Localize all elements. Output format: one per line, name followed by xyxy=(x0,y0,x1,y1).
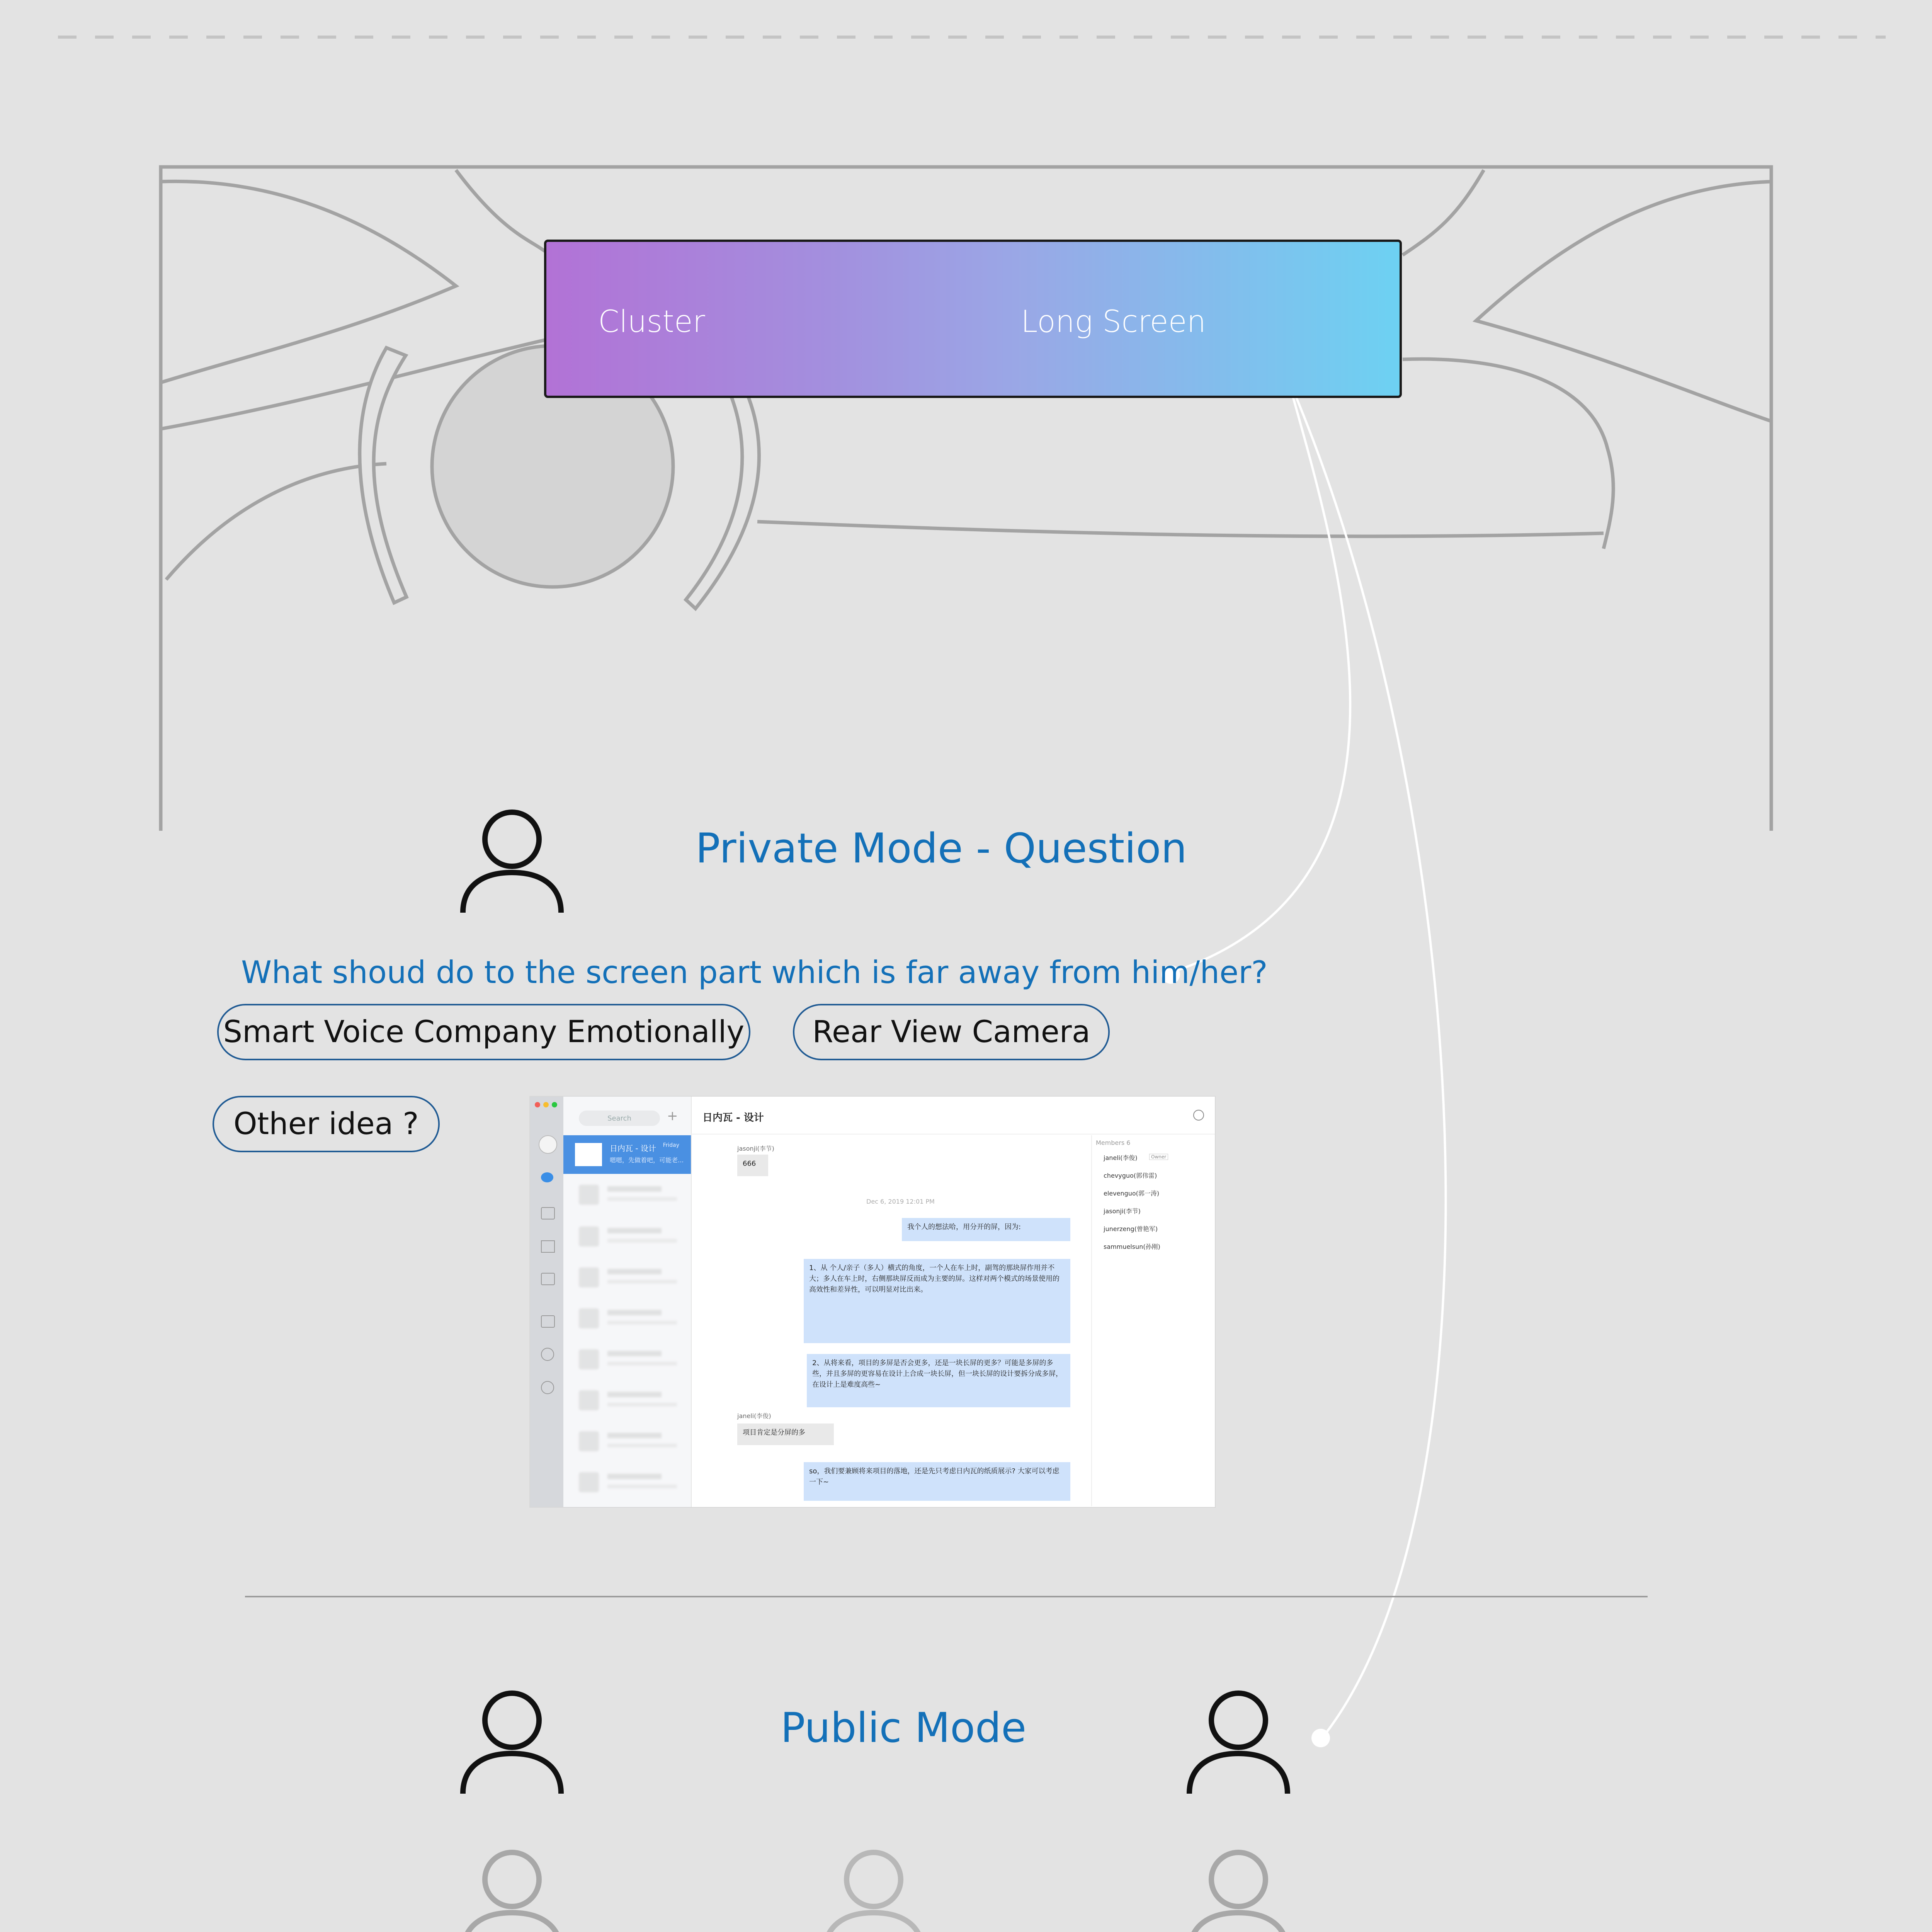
left-dash-curve xyxy=(456,170,545,251)
list-item[interactable] xyxy=(573,1224,685,1247)
option-other-idea[interactable]: Other idea ? xyxy=(213,1096,440,1152)
help-icon[interactable] xyxy=(541,1381,554,1394)
maximize-dot-icon[interactable] xyxy=(552,1102,557,1107)
conversation-time: Friday xyxy=(663,1142,679,1148)
private-mode-heading: Private Mode - Question xyxy=(696,825,1187,872)
right-pillar xyxy=(1476,182,1771,421)
conversation-list xyxy=(563,1097,692,1507)
passenger-icon xyxy=(456,1848,568,1932)
profile-icon[interactable] xyxy=(1193,1110,1204,1121)
contacts-icon[interactable] xyxy=(541,1207,555,1219)
passenger-icon xyxy=(818,1848,930,1932)
minimize-dot-icon[interactable] xyxy=(543,1102,549,1107)
message-bubble: 666 xyxy=(737,1155,768,1176)
member-item[interactable]: janeli(李俊) xyxy=(1104,1154,1138,1162)
chat-header xyxy=(691,1097,1215,1134)
chat-icon[interactable] xyxy=(541,1172,553,1182)
connector-dot-public xyxy=(1311,1729,1330,1747)
owner-badge: Owner xyxy=(1149,1154,1168,1160)
close-dot-icon[interactable] xyxy=(535,1102,540,1107)
message-bubble: 2、从将来看，项目的多屏是否会更多，还是一块长屏的更多？可能是多屏的多些，并且多屏的更容易在设计上合成一块长屏，但一块长屏的设计要拆分成多屏，在设计上是难度高些~ xyxy=(807,1354,1070,1407)
member-item[interactable]: chevyguo(郭伟雷) xyxy=(1104,1172,1157,1179)
chat-app-screenshot xyxy=(530,1097,1215,1507)
message-sender: janeli(李俊) xyxy=(737,1412,771,1420)
passenger-icon xyxy=(1182,1848,1294,1932)
list-item[interactable] xyxy=(573,1388,685,1411)
connector-lines xyxy=(1167,375,1446,1739)
avatar[interactable] xyxy=(539,1135,557,1154)
calendar-icon[interactable] xyxy=(541,1240,555,1253)
right-seat-curve xyxy=(1403,359,1613,549)
cluster-label: Cluster xyxy=(598,304,705,339)
conversation-preview: 嗯嗯，先做着吧，可能老... xyxy=(610,1156,684,1164)
message-bubble: 我个人的想法哈，用分开的屏，因为: xyxy=(902,1218,1070,1241)
member-item[interactable]: junerzeng(曾艳军) xyxy=(1104,1225,1158,1233)
section-divider xyxy=(245,1596,1648,1597)
members-title: Members 6 xyxy=(1096,1139,1131,1146)
user-icon xyxy=(456,1689,568,1801)
date-divider: Dec 6, 2019 12:01 PM xyxy=(866,1198,935,1205)
list-item[interactable] xyxy=(573,1470,685,1493)
list-item[interactable] xyxy=(573,1265,685,1288)
conversation-name: 日内瓦 - 设计 xyxy=(610,1144,656,1153)
active-conversation[interactable] xyxy=(563,1135,691,1174)
list-item[interactable] xyxy=(573,1182,685,1206)
docs-icon[interactable] xyxy=(541,1315,555,1328)
steering-left-grip xyxy=(360,348,406,603)
private-mode-question: What shoud do to the screen part which is far away from him/her? xyxy=(241,954,1268,990)
chat-title: 日内瓦 - 设计 xyxy=(702,1112,764,1124)
files-icon[interactable] xyxy=(541,1273,555,1285)
member-item[interactable]: jasonji(李节) xyxy=(1104,1208,1141,1215)
app-sidebar-rail xyxy=(530,1097,563,1507)
list-item[interactable] xyxy=(573,1429,685,1452)
message-sender: jasonji(李节) xyxy=(737,1145,774,1152)
list-item[interactable] xyxy=(573,1347,685,1370)
user-icon xyxy=(456,808,568,920)
long-screen-label: Long Screen xyxy=(1021,304,1206,339)
member-item[interactable]: sammuelsun(孙刚) xyxy=(1104,1243,1160,1250)
dash-bottom-line xyxy=(757,522,1604,536)
search-input[interactable]: Search xyxy=(579,1111,660,1126)
settings-icon[interactable] xyxy=(541,1348,554,1361)
option-smart-voice[interactable]: Smart Voice Company Emotionally xyxy=(217,1004,750,1060)
connector-to-public-mode xyxy=(1287,375,1446,1739)
message-bubble: so，我们要兼顾将来项目的落地，还是先只考虑日内瓦的纸质展示? 大家可以考虑一下~ xyxy=(804,1462,1070,1501)
message-bubble: 项目肯定是分屏的多 xyxy=(737,1423,834,1445)
option-rear-view-camera[interactable]: Rear View Camera xyxy=(793,1004,1110,1060)
list-item[interactable] xyxy=(573,1306,685,1329)
member-item[interactable]: elevenguo(郭一涛) xyxy=(1104,1190,1160,1197)
right-dash-curve xyxy=(1403,170,1484,255)
message-bubble: 1、从 个人/亲子（多人）横式的角度，一个人在车上时，副驾的那块屏作用并不大；多人在车上时，右侧那块屏反而成为主要的屏。这样对两个模式的场景使用的高效性和差异性，可以明显对比出来。 xyxy=(804,1259,1070,1343)
group-thumbnail xyxy=(575,1143,602,1166)
add-icon[interactable]: + xyxy=(667,1108,678,1124)
public-mode-heading: Public Mode xyxy=(781,1704,1027,1752)
user-icon xyxy=(1182,1689,1294,1801)
left-lower-curve xyxy=(166,464,386,580)
members-panel xyxy=(1091,1135,1215,1506)
left-pillar xyxy=(161,181,456,383)
